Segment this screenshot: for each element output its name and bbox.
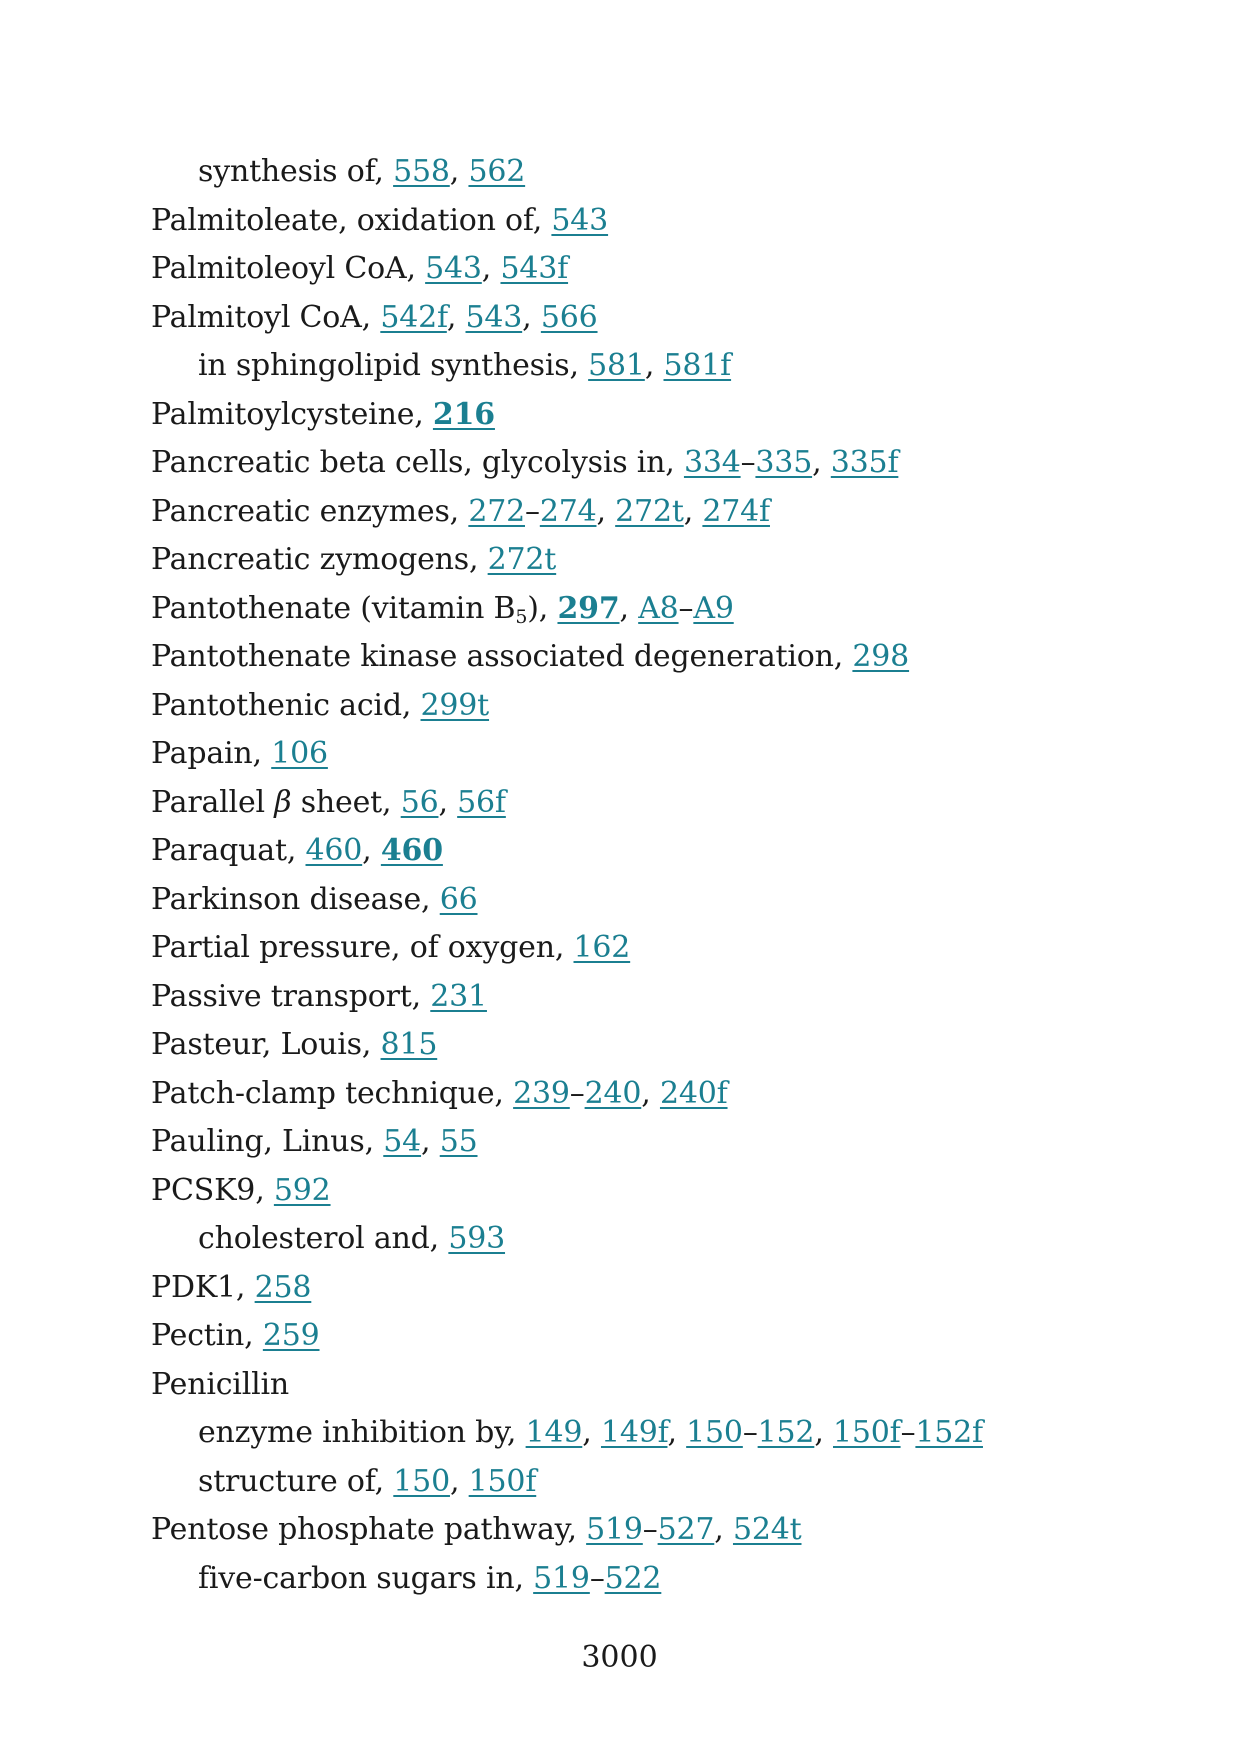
- link-separator: –: [678, 590, 694, 626]
- entry-term: Pasteur, Louis,: [151, 1027, 381, 1062]
- entry-term: cholesterol and,: [198, 1221, 449, 1256]
- page-link[interactable]: 152f: [915, 1415, 983, 1450]
- page-link[interactable]: 297: [557, 590, 620, 626]
- page-link[interactable]: 581: [588, 348, 645, 383]
- page-link[interactable]: 522: [604, 1560, 662, 1596]
- index-subentry: [151, 1555, 1151, 1604]
- page-number: 3000: [581, 1640, 658, 1675]
- index-list: [151, 148, 1151, 1603]
- page-link[interactable]: 149: [525, 1415, 583, 1450]
- link-separator: ,: [714, 1512, 733, 1547]
- index-entry: [151, 245, 1151, 294]
- entry-term: Passive transport,: [151, 978, 431, 1014]
- link-separator: –: [740, 445, 756, 480]
- index-entry: [151, 1118, 1151, 1167]
- page-link[interactable]: 272t: [487, 542, 557, 577]
- index-entry: [151, 1070, 1151, 1119]
- page-link[interactable]: 519: [586, 1512, 643, 1547]
- page-link[interactable]: 274: [539, 493, 597, 529]
- page-link[interactable]: 66: [439, 881, 478, 917]
- entry-term: Pantothenic acid,: [151, 687, 421, 723]
- page-link[interactable]: 592: [273, 1172, 331, 1208]
- entry-term-suffix: sheet,: [291, 784, 401, 820]
- link-separator: ,: [522, 299, 541, 335]
- entry-term: in sphingolipid synthesis,: [198, 348, 589, 383]
- page-link[interactable]: 335f: [830, 445, 899, 480]
- page-link[interactable]: 543: [465, 299, 523, 335]
- link-separator: –: [525, 493, 540, 529]
- page-link[interactable]: 543f: [500, 251, 569, 286]
- entry-term: Parkinson disease,: [151, 881, 440, 917]
- link-separator: ,: [683, 493, 703, 529]
- entry-term-suffix: ),: [527, 590, 558, 626]
- index-subentry: [151, 342, 1151, 391]
- index-entry: [151, 973, 1151, 1022]
- page-link[interactable]: 274f: [702, 493, 770, 529]
- page-link[interactable]: 460: [380, 833, 443, 868]
- page-link[interactable]: 543: [425, 251, 482, 286]
- entry-term: five-carbon sugars in,: [198, 1560, 534, 1596]
- entry-term: Palmitoyl CoA,: [151, 299, 381, 335]
- entry-term: Pantothenate (vitamin B: [151, 590, 516, 626]
- page-link[interactable]: 162: [573, 930, 631, 965]
- page-link[interactable]: 542f: [380, 299, 447, 335]
- entry-term: Palmitoleoyl CoA,: [151, 251, 426, 286]
- entry-term: synthesis of,: [198, 154, 394, 189]
- index-entry: [151, 682, 1151, 731]
- index-entry: [151, 1167, 1151, 1216]
- index-entry: [151, 294, 1151, 343]
- link-separator: –: [900, 1415, 916, 1450]
- page-link[interactable]: 272t: [615, 493, 684, 529]
- link-separator: –: [642, 1512, 658, 1547]
- page-link[interactable]: 272: [468, 493, 525, 529]
- page-link[interactable]: 239: [513, 1075, 570, 1111]
- index-entry: [151, 1021, 1151, 1070]
- index-entry: [151, 1361, 1151, 1410]
- index-entry: [151, 779, 1151, 828]
- page-link[interactable]: 258: [254, 1269, 312, 1305]
- page-link[interactable]: A8: [638, 590, 679, 626]
- page-link[interactable]: 150f: [833, 1415, 901, 1450]
- page-link[interactable]: 815: [380, 1027, 438, 1062]
- page-link[interactable]: 240f: [659, 1075, 728, 1111]
- page-link[interactable]: 562: [468, 154, 526, 189]
- link-separator: ,: [449, 1463, 469, 1499]
- index-entry: [151, 197, 1151, 246]
- link-separator: ,: [619, 590, 639, 626]
- link-separator: ,: [596, 493, 616, 529]
- page-link[interactable]: 106: [271, 736, 328, 771]
- link-separator: ,: [641, 1075, 660, 1111]
- index-entry: [151, 1264, 1151, 1313]
- index-entry: [151, 439, 1151, 488]
- entry-term: Pancreatic zymogens,: [151, 542, 488, 577]
- page-link[interactable]: 527: [657, 1512, 715, 1547]
- link-separator: ,: [362, 833, 381, 868]
- page-link[interactable]: 581f: [663, 348, 732, 383]
- link-separator: ,: [421, 1124, 440, 1159]
- index-subentry: [151, 1409, 1151, 1458]
- index-entry: [151, 391, 1151, 440]
- link-separator: –: [742, 1415, 758, 1450]
- link-separator: ,: [644, 348, 664, 383]
- page-link[interactable]: 299t: [420, 687, 490, 723]
- page-link[interactable]: 460: [305, 833, 363, 868]
- entry-greek-letter: β: [274, 784, 292, 820]
- link-separator: ,: [449, 154, 469, 189]
- entry-term: Pancreatic beta cells, glycolysis in,: [151, 445, 684, 480]
- entry-term: Palmitoylcysteine,: [151, 396, 433, 432]
- index-entry: [151, 1506, 1151, 1555]
- entry-term: structure of,: [198, 1463, 394, 1499]
- index-entry: [151, 488, 1151, 537]
- index-entry: [151, 633, 1151, 682]
- entry-term: Pauling, Linus,: [151, 1124, 384, 1159]
- index-entry: [151, 924, 1151, 973]
- entry-term: Palmitoleate, oxidation of,: [151, 202, 552, 238]
- index-entry: [151, 536, 1151, 585]
- page-link[interactable]: 543: [551, 202, 609, 238]
- entry-term: Papain,: [151, 736, 272, 771]
- link-separator: ,: [481, 251, 501, 286]
- page-link[interactable]: 593: [448, 1221, 506, 1256]
- page-link[interactable]: 152: [757, 1415, 815, 1450]
- page-link[interactable]: 56: [400, 784, 439, 820]
- entry-term: Pancreatic enzymes,: [151, 493, 469, 529]
- link-separator: –: [589, 1560, 605, 1596]
- index-entry: [151, 827, 1151, 876]
- page-link[interactable]: 566: [540, 299, 598, 335]
- page-link[interactable]: 240: [584, 1075, 642, 1111]
- page-link[interactable]: 334: [683, 445, 741, 480]
- page-link[interactable]: 519: [533, 1560, 590, 1596]
- page-link[interactable]: 298: [852, 639, 910, 674]
- entry-term: Patch-clamp technique,: [151, 1075, 514, 1111]
- index-entry: [151, 1312, 1151, 1361]
- index-entry: [151, 876, 1151, 925]
- index-subentry: [151, 1458, 1151, 1507]
- page-link[interactable]: 150: [393, 1463, 450, 1499]
- page-link[interactable]: 231: [430, 978, 487, 1014]
- link-separator: ,: [582, 1415, 601, 1450]
- index-entry: [151, 585, 1151, 634]
- link-separator: ,: [667, 1415, 687, 1450]
- page-link[interactable]: 259: [262, 1318, 320, 1353]
- page-link[interactable]: 149f: [600, 1415, 668, 1450]
- entry-term: Parallel: [151, 784, 275, 820]
- entry-term: Penicillin: [151, 1366, 290, 1402]
- page-link[interactable]: 335: [755, 445, 813, 480]
- page-link[interactable]: 56f: [457, 784, 506, 820]
- page-link[interactable]: 524t: [732, 1512, 802, 1547]
- page-link[interactable]: 216: [432, 396, 495, 432]
- entry-term: Partial pressure, of oxygen,: [151, 930, 574, 965]
- link-separator: –: [569, 1075, 585, 1111]
- entry-term: Pantothenate kinase associated degeneration,: [151, 639, 853, 674]
- entry-term: Paraquat,: [151, 833, 306, 868]
- entry-term: Pectin,: [151, 1318, 263, 1353]
- page-link[interactable]: 54: [383, 1124, 422, 1159]
- index-subentry: [151, 1215, 1151, 1264]
- page-link[interactable]: 558: [393, 154, 450, 189]
- entry-term: Pentose phosphate pathway,: [151, 1512, 587, 1547]
- page-link[interactable]: 55: [439, 1124, 478, 1159]
- page-link[interactable]: 150: [686, 1415, 743, 1450]
- index-entry: [151, 730, 1151, 779]
- entry-term: PDK1,: [151, 1269, 255, 1305]
- page-link[interactable]: 150f: [468, 1463, 537, 1499]
- link-separator: ,: [814, 1415, 833, 1450]
- link-separator: ,: [446, 299, 466, 335]
- entry-subscript: 5: [515, 605, 528, 628]
- entry-term: PCSK9,: [151, 1172, 274, 1208]
- page-link[interactable]: A9: [693, 590, 734, 626]
- link-separator: ,: [812, 445, 831, 480]
- index-subentry: [151, 148, 1151, 197]
- entry-term: enzyme inhibition by,: [198, 1415, 526, 1450]
- link-separator: ,: [438, 784, 458, 820]
